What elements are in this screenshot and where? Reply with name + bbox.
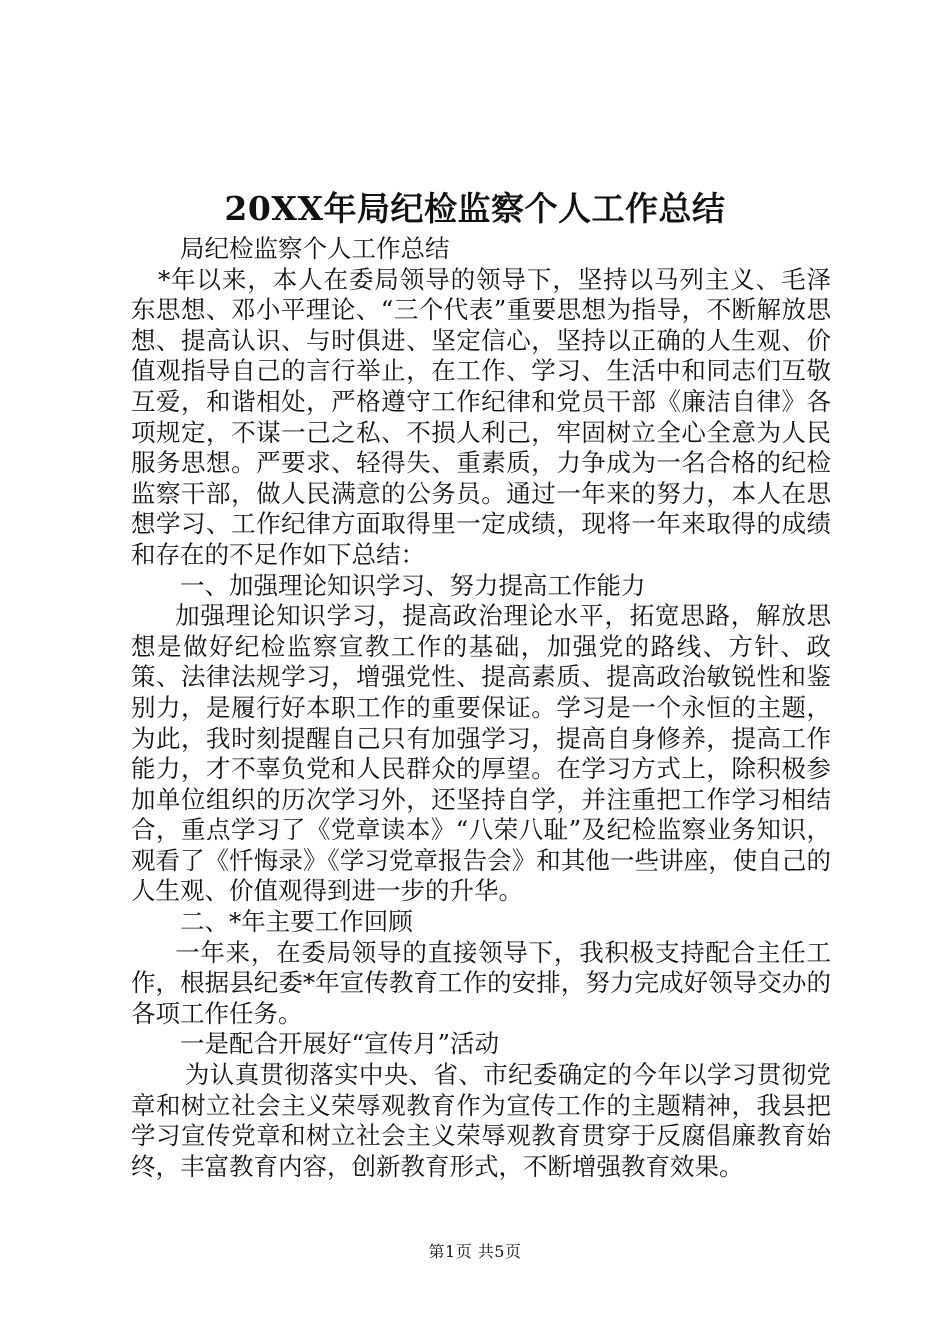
document-body: [131, 234, 831, 1182]
document-subtitle: 局纪检监察个人工作总结: [180, 234, 450, 263]
paragraph-theory-study: 加强理论知识学习，提高政治理论水平，拓宽思路，解放思想是做好纪检监察宣教工作的基础，加强党的路线、方针、政策、法律法规学习，增强党性、提高素质、提高政治敏锐性和鉴别力，是履行好本职工作的重要保证。学习是一个永恒的主题，为此，我时刻提醒自己只有加强学习，提高自身修养，提高工作能力，才不辜负党和人民群众的厚望。在学习方式上，除积极参加单位组织的历次学习外，还坚持自学，并注重把工作学习相结合，重点学习了《党章读本》“八荣八耻”及纪检监察业务知识，观看了《忏悔录》《学习党章报告会》和其他一些讲座，使自己的人生观、价值观得到进一步的升华。: [131, 601, 831, 906]
section-heading-2: 二、*年主要工作回顾: [180, 907, 413, 937]
paragraph-work-review: 一年来，在委局领导的直接领导下，我积极支持配合主任工作，根据县纪委*年宣传教育工作的安排，努力完成好领导交办的各项工作任务。: [131, 937, 831, 1028]
paragraph-publicity: 为认真贯彻落实中央、省、市纪委确定的今年以学习贯彻党章和树立社会主义荣辱观教育作为宣传工作的主题精神，我县把学习宣传党章和树立社会主义荣辱观教育贯穿于反腐倡廉教育始终，丰富教育内容，创新教育形式，不断增强教育效果。: [131, 1060, 831, 1181]
sub-heading-publicity-month: 一是配合开展好“宣传月”活动: [180, 1029, 500, 1059]
paragraph-intro: *年以来，本人在委局领导的领导下，坚持以马列主义、毛泽东思想、邓小平理论、“三个代表”重要思想为指导，不断解放思想、提高认识、与时俱进、坚定信心，坚持以正确的人生观、价值观指导自己的言行举止，在工作、学习、生活中和同志们互敬互爱，和谐相处，严格遵守工作纪律和党员干部《廉洁自律》各项规定，不谋一己之私、不损人利己，牢固树立全心全意为人民服务思想。严要求、轻得失、重素质，力争成为一名合格的纪检监察干部，做人民满意的公务员。通过一年来的努力，本人在思想学习、工作纪律方面取得里一定成绩，现将一年来取得的成绩和存在的不足作如下总结：: [131, 264, 831, 569]
document-title: 20XX年局纪检监察个人工作总结: [224, 189, 726, 228]
page-number-footer: 第1页 共5页: [428, 1242, 522, 1261]
section-heading-1: 一、加强理论知识学习、努力提高工作能力: [180, 570, 646, 600]
